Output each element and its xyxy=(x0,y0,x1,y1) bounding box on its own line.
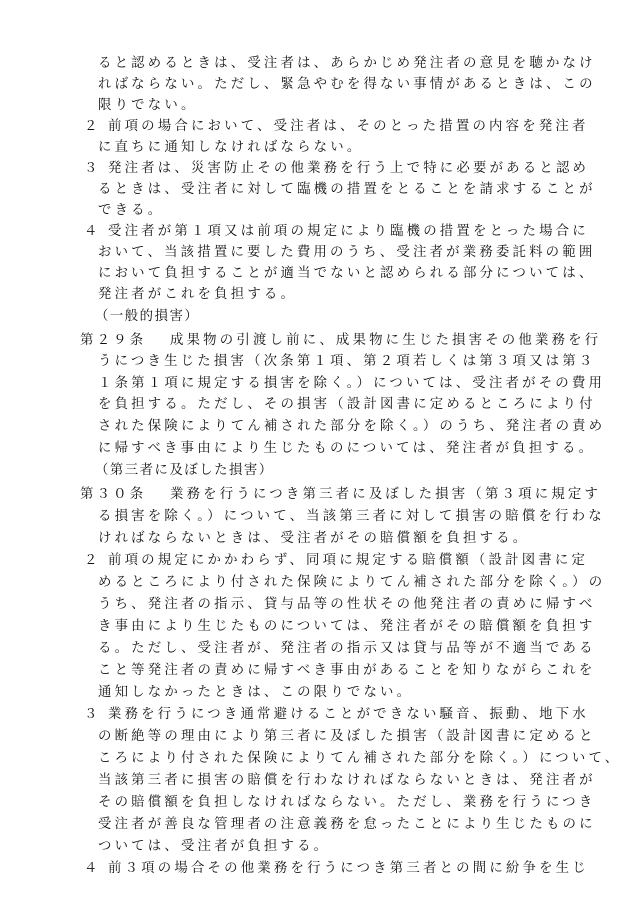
line-text: 発注者は、災害防止その他業務を行う上で特に必要があると認め xyxy=(108,161,590,176)
line-text: 受注者が第１項又は前項の規定により臨機の措置をとった場合に xyxy=(108,224,589,239)
section-heading xyxy=(0,306,630,328)
text-line xyxy=(0,284,630,306)
line-text: 当該第三者に損害の賠償を行わなければならないときは、発注者が xyxy=(98,773,596,788)
text-line xyxy=(0,416,630,438)
clause-number: ３ xyxy=(84,707,101,722)
text-line xyxy=(0,572,630,594)
clause-number: ２ xyxy=(84,553,101,568)
text-line xyxy=(0,53,630,75)
text-line xyxy=(0,137,630,159)
line-text: ると認めるときは、受注者は、あらかじめ発注者の意見を聴かなけ xyxy=(98,56,596,71)
line-text: その賠償額を負担しなければならない。ただし、業務を行うにつき xyxy=(98,795,596,810)
line-text: 成果物の引渡し前に、成果物に生じた損害その他業務を行 xyxy=(170,333,602,348)
text-line xyxy=(0,594,630,616)
line-text: を負担する。ただし、その損害（設計図書に定めるところにより付 xyxy=(98,397,596,412)
text-line xyxy=(0,179,630,201)
line-text: る。ただし、受注者が、発注者の指示又は貸与品等が不適当である xyxy=(98,641,596,656)
text-line xyxy=(0,814,630,836)
line-text: めるところにより付された保険によりてん補された部分を除く。）の xyxy=(98,575,606,590)
text-line xyxy=(0,660,630,682)
text-line xyxy=(0,748,630,770)
clause-number: ２ xyxy=(84,119,101,134)
text-line xyxy=(0,638,630,660)
line-text: に帰すべき事由により生じたものについては、発注者が負担する。 xyxy=(98,441,596,456)
clause-number: ４ xyxy=(84,224,101,239)
article-number: 第２９条 xyxy=(80,333,147,348)
line-text: された保険によりてん補された部分を除く。）のうち、発注者の責め xyxy=(98,419,606,434)
line-text: ついては、受注者が負担する。 xyxy=(98,839,331,854)
clause-line xyxy=(0,116,630,138)
line-text: き事由により生じたものについては、発注者がその賠償額を負担す xyxy=(98,619,596,634)
clause-line xyxy=(0,158,630,180)
line-text: ければならないときは、受注者がその賠償額を負担する。 xyxy=(98,531,530,546)
text-line xyxy=(0,373,630,395)
text-line xyxy=(0,836,630,858)
text-line xyxy=(0,726,630,748)
line-text: ればならない。ただし、緊急やむを得ない事情があるときは、この xyxy=(98,77,596,92)
text-line xyxy=(0,438,630,460)
text-line xyxy=(0,506,630,528)
heading-text: （第三者に及ぼした損害） xyxy=(95,463,274,478)
line-text: うにつき生じた損害（次条第１項、第２項若しくは第３項又は第３ xyxy=(98,354,596,369)
text-line xyxy=(0,394,630,416)
article-line xyxy=(0,484,630,506)
text-line xyxy=(0,95,630,117)
line-text: うち、発注者の指示、貸与品等の性状その他発注者の責めに帰すべ xyxy=(98,597,596,612)
line-text: に直ちに通知しなければならない。 xyxy=(98,140,364,155)
clause-line xyxy=(0,550,630,572)
line-text: 業務を行うにつき第三者に及ぼした損害（第３項に規定す xyxy=(170,487,602,502)
line-text: こと等発注者の責めに帰すべき事由があることを知りながらこれを xyxy=(98,663,596,678)
line-text: 前項の場合において、受注者は、そのとった措置の内容を発注者 xyxy=(108,119,589,134)
text-line xyxy=(0,351,630,373)
line-text: る損害を除く。）について、当該第三者に対して損害の賠償を行わな xyxy=(98,509,605,524)
text-line xyxy=(0,770,630,792)
text-line xyxy=(0,616,630,638)
section-heading xyxy=(0,460,630,482)
clause-line xyxy=(0,704,630,726)
line-text: 業務を行うにつき通常避けることができない騒音、振動、地下水 xyxy=(108,707,589,722)
line-text: 通知しなかったときは、この限りでない。 xyxy=(98,685,414,700)
text-line xyxy=(0,528,630,550)
text-line xyxy=(0,682,630,704)
line-text: 受注者が善良な管理者の注意義務を怠ったことにより生じたものに xyxy=(98,817,596,832)
line-text: 発注者がこれを負担する。 xyxy=(98,287,298,302)
text-line xyxy=(0,263,630,285)
line-text: １条第１項に規定する損害を除く。）については、受注者がその費用 xyxy=(98,376,606,391)
clause-number: ３ xyxy=(84,161,101,176)
text-line xyxy=(0,792,630,814)
clause-line xyxy=(0,858,630,880)
line-text: できる。 xyxy=(98,203,165,218)
heading-text: （一般的損害） xyxy=(95,309,200,324)
line-text: おいて、当該措置に要した費用のうち、受注者が業務委託料の範囲 xyxy=(98,245,596,260)
line-text: 前項の規定にかかわらず、同項に規定する賠償額（設計図書に定 xyxy=(108,553,589,568)
line-text: るときは、受注者に対して臨機の措置をとることを請求することが xyxy=(98,182,596,197)
text-line xyxy=(0,74,630,96)
article-line xyxy=(0,330,630,352)
clause-number: ４ xyxy=(84,861,101,876)
article-number: 第３０条 xyxy=(80,487,147,502)
line-text: の断絶等の理由により第三者に及ぼした損害（設計図書に定めると xyxy=(98,729,596,744)
text-line xyxy=(0,242,630,264)
line-text: 限りでない。 xyxy=(98,98,198,113)
clause-line xyxy=(0,221,630,243)
text-line xyxy=(0,200,630,222)
line-text: 前３項の場合その他業務を行うにつき第三者との間に紛争を生じ xyxy=(108,861,589,876)
line-text: において負担することが適当でないと認められる部分については、 xyxy=(98,266,596,281)
line-text: ころにより付された保険によりてん補された部分を除く。）について、 xyxy=(98,751,622,766)
